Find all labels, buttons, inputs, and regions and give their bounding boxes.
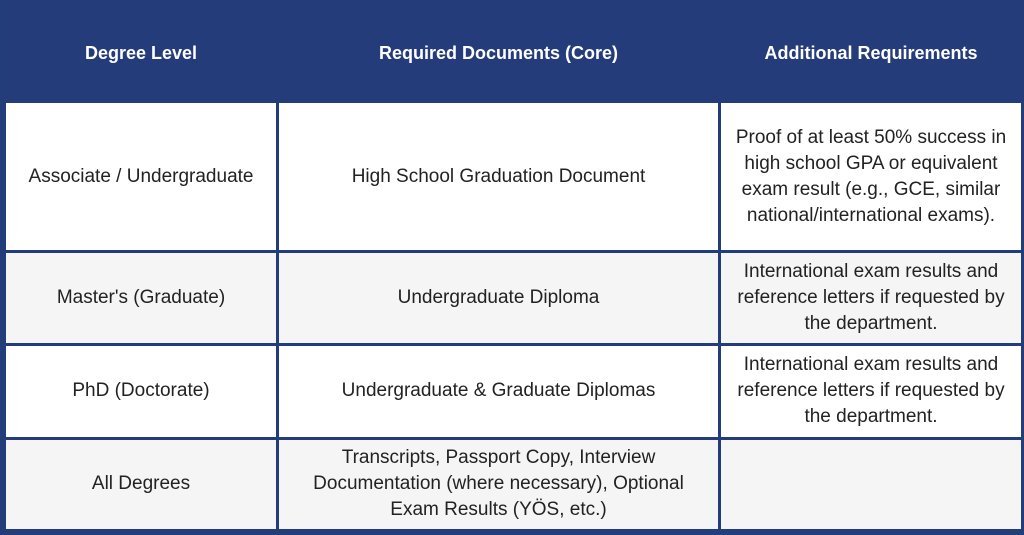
- cell-additional-requirements: International exam results and reference letters if requested by the department.: [720, 252, 1023, 345]
- table-row: [5, 103, 1023, 252]
- cell-required-documents: High School Graduation Document: [278, 103, 720, 252]
- cell-degree-level: Associate / Undergraduate: [5, 103, 278, 252]
- table-row: [5, 345, 1023, 438]
- cell-required-documents: Undergraduate Diploma: [278, 252, 720, 345]
- cell-required-documents: Undergraduate & Graduate Diplomas: [278, 345, 720, 438]
- table-body: [5, 103, 1023, 531]
- cell-additional-requirements: Proof of at least 50% success in high school GPA or equivalent exam result (e.g., GCE, similar national/international exams).: [720, 103, 1023, 252]
- table-row: [5, 252, 1023, 345]
- header-required-documents: Required Documents (Core): [278, 3, 720, 103]
- header-additional-requirements: Additional Requirements: [720, 3, 1023, 103]
- header-row: [5, 3, 1023, 103]
- cell-degree-level: Master's (Graduate): [5, 252, 278, 345]
- cell-additional-requirements: [720, 438, 1023, 530]
- header-degree-level: Degree Level: [5, 3, 278, 103]
- cell-degree-level: PhD (Doctorate): [5, 345, 278, 438]
- table-row: [5, 438, 1023, 530]
- table-header: [5, 3, 1023, 103]
- cell-degree-level: All Degrees: [5, 438, 278, 530]
- cell-required-documents: Transcripts, Passport Copy, Interview Documentation (where necessary), Optional Exam Results (YÖS, etc.): [278, 438, 720, 530]
- requirements-table: [3, 3, 1024, 532]
- cell-additional-requirements: International exam results and reference letters if requested by the department.: [720, 345, 1023, 438]
